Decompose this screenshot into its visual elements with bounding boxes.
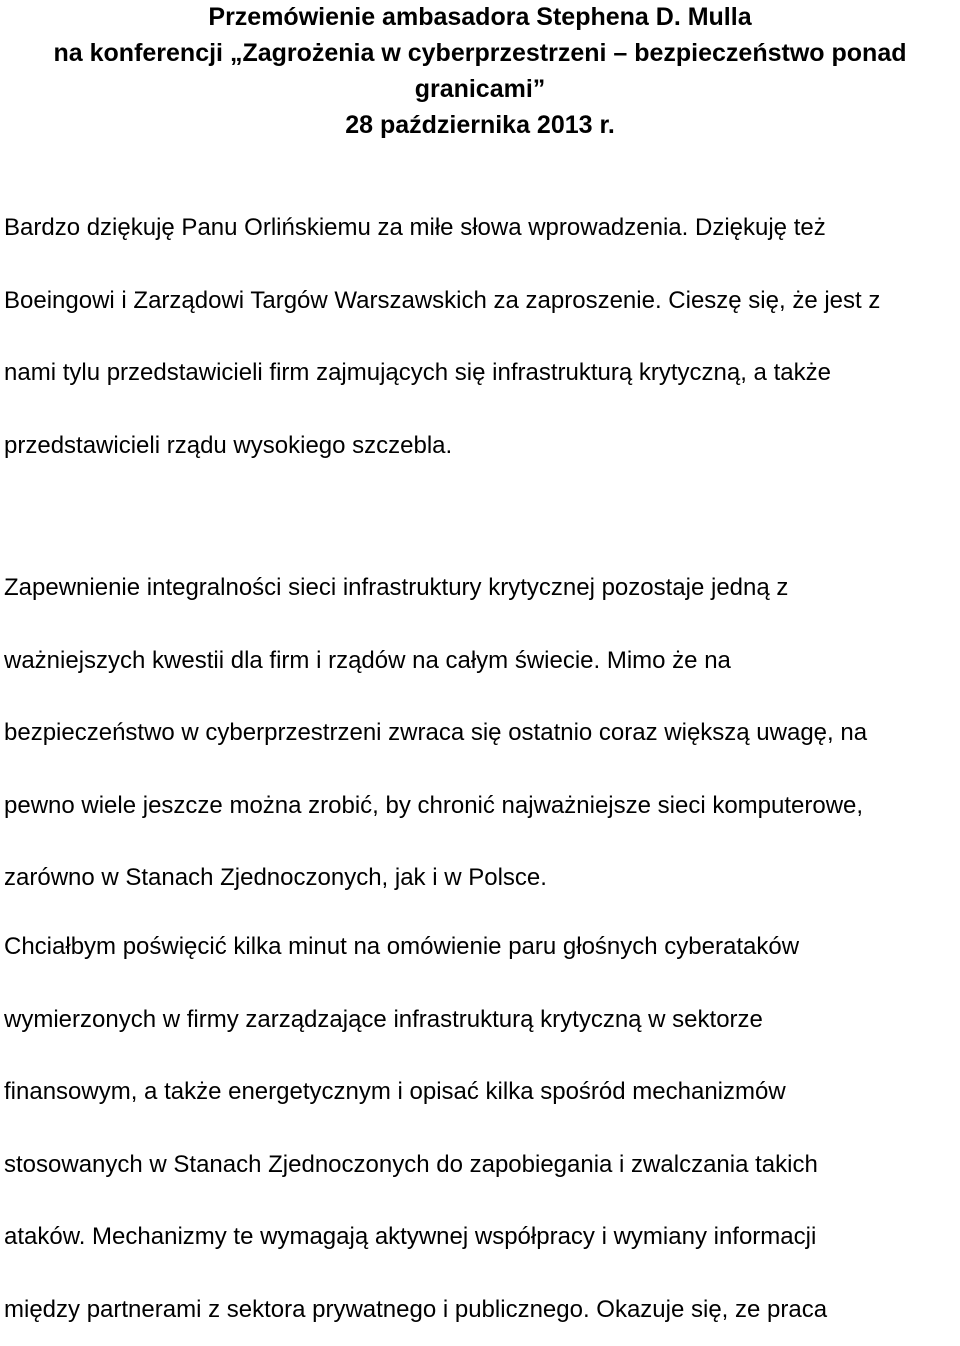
text-line: Boeingowi i Zarządowi Targów Warszawskich za zaproszenie. Cieszę się, że jest z xyxy=(4,265,956,338)
title-line: Przemówienie ambasadora Stephena D. Mulla xyxy=(0,0,960,36)
document-title xyxy=(0,0,960,144)
text-line: ważniejszych kwestii dla firm i rządów na całym świecie. Mimo że na xyxy=(4,625,956,698)
text-line: ataków. Mechanizmy te wymagają aktywnej współpracy i wymiany informacji xyxy=(4,1201,956,1274)
text-line: przedstawicieli rządu wysokiego szczebla. xyxy=(4,410,956,483)
text-line: między partnerami z sektora prywatnego i publicznego. Okazuje się, ze praca xyxy=(4,1274,956,1346)
text-line: Bardzo dziękuję Panu Orlińskiemu za miłe słowa wprowadzenia. Dziękuję też xyxy=(4,192,956,265)
text-line: zarówno w Stanach Zjednoczonych, jak i w Polsce. xyxy=(4,842,956,915)
title-line: 28 października 2013 r. xyxy=(0,108,960,144)
title-line: na konferencji „Zagrożenia w cyberprzestrzeni – bezpieczeństwo ponad xyxy=(0,36,960,72)
text-line: stosowanych w Stanach Zjednoczonych do zapobiegania i zwalczania takich xyxy=(4,1129,956,1202)
paragraph-cyberattacks xyxy=(4,911,956,1346)
paragraph-integrity xyxy=(4,552,956,915)
title-line: granicami” xyxy=(0,72,960,108)
text-line: Chciałbym poświęcić kilka minut na omówienie paru głośnych cyberataków xyxy=(4,911,956,984)
text-line: finansowym, a także energetycznym i opisać kilka spośród mechanizmów xyxy=(4,1056,956,1129)
text-line: pewno wiele jeszcze można zrobić, by chronić najważniejsze sieci komputerowe, xyxy=(4,770,956,843)
text-line: nami tylu przedstawicieli firm zajmujących się infrastrukturą krytyczną, a także xyxy=(4,337,956,410)
text-line: Zapewnienie integralności sieci infrastruktury krytycznej pozostaje jedną z xyxy=(4,552,956,625)
text-line: wymierzonych w firmy zarządzające infrastrukturą krytyczną w sektorze xyxy=(4,984,956,1057)
text-line: bezpieczeństwo w cyberprzestrzeni zwraca się ostatnio coraz większą uwagę, na xyxy=(4,697,956,770)
paragraph-introduction xyxy=(4,192,956,482)
